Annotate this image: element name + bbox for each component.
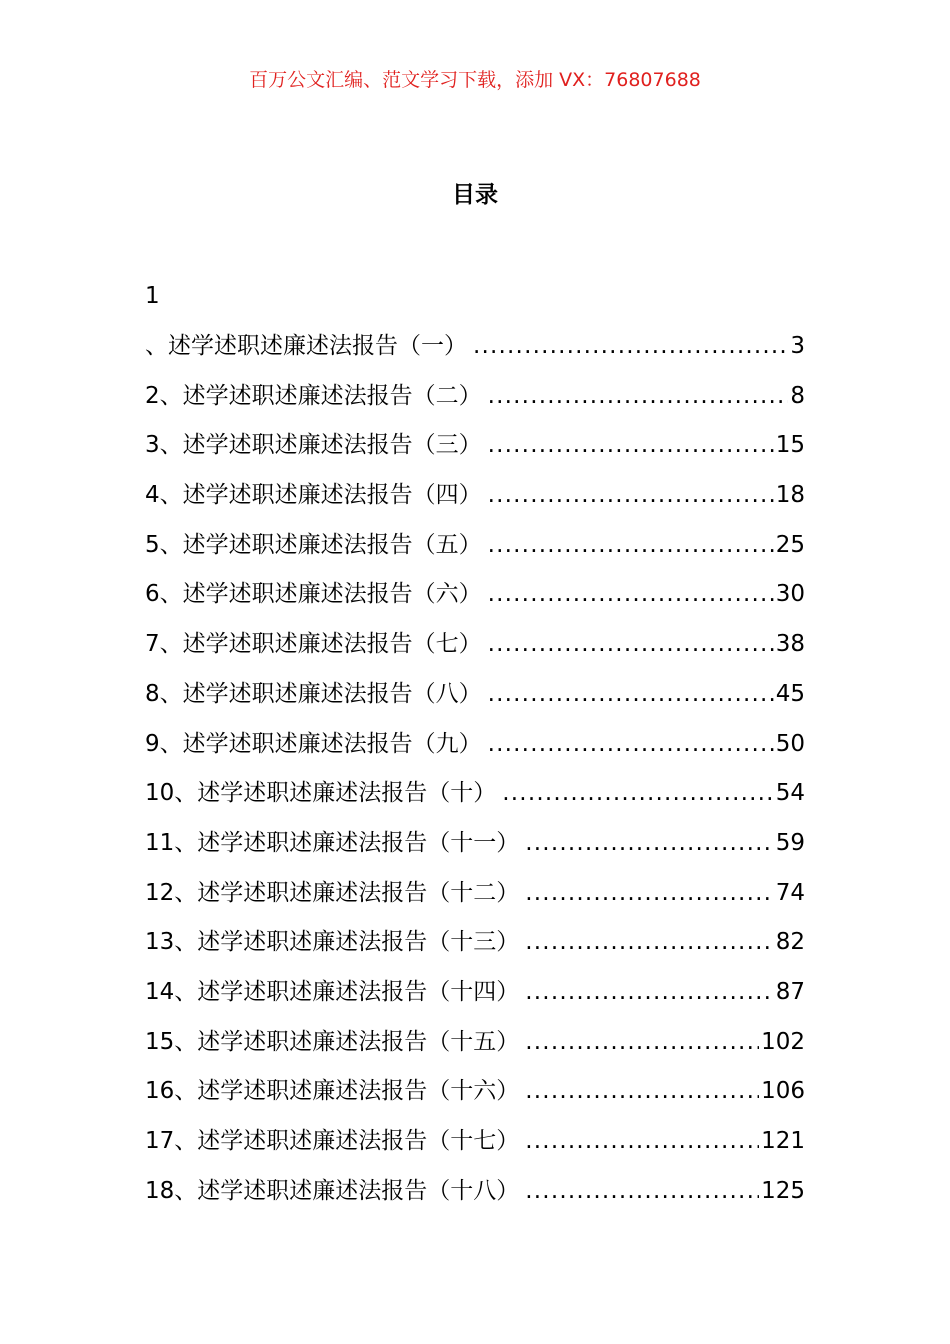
toc-entry-label: 10、述学述职述廉述法报告（十） bbox=[145, 780, 497, 807]
toc-entry-page: 87 bbox=[775, 978, 805, 1005]
toc-entry-label: 11、述学述职述廉述法报告（十一） bbox=[145, 829, 520, 856]
toc-entry-page: 8 bbox=[790, 382, 805, 409]
toc-entry[interactable] bbox=[145, 876, 805, 926]
toc-entry-label: 16、述学述职述廉述法报告（十六） bbox=[145, 1078, 520, 1105]
dot-leader bbox=[525, 1074, 759, 1108]
toc-entry[interactable] bbox=[145, 528, 805, 578]
dot-leader bbox=[488, 528, 774, 562]
toc-entry-page: 38 bbox=[775, 631, 805, 658]
dot-leader bbox=[488, 478, 774, 512]
toc-entry[interactable] bbox=[145, 1025, 805, 1075]
promo-header: 百万公文汇编、范文学习下载，添加 VX：76807688 bbox=[249, 69, 701, 91]
toc-entry-label: 9、述学述职述廉述法报告（九） bbox=[145, 730, 482, 757]
toc-entry-label: 12、述学述职述廉述法报告（十二） bbox=[145, 879, 520, 906]
toc-entry-label: 14、述学述职述廉述法报告（十四） bbox=[145, 978, 520, 1005]
dot-leader bbox=[525, 826, 773, 860]
toc-entry[interactable] bbox=[145, 627, 805, 677]
dot-leader bbox=[488, 577, 774, 611]
toc-entry-label: 18、述学述职述廉述法报告（十八） bbox=[145, 1177, 520, 1204]
toc-entry-page: 54 bbox=[775, 780, 805, 807]
toc-entry[interactable] bbox=[145, 1074, 805, 1124]
toc-entry[interactable] bbox=[145, 677, 805, 727]
dot-leader bbox=[502, 776, 773, 810]
toc-entry[interactable] bbox=[145, 925, 805, 975]
dot-leader bbox=[525, 876, 773, 910]
toc-entry-label: 、述学述职述廉述法报告（一） bbox=[145, 333, 467, 359]
toc-entry-label: 8、述学述职述廉述法报告（八） bbox=[145, 680, 482, 707]
toc-entry[interactable] bbox=[145, 776, 805, 826]
toc-entry-page: 102 bbox=[761, 1028, 805, 1055]
toc-entry-label: 15、述学述职述廉述法报告（十五） bbox=[145, 1028, 520, 1055]
toc-entry[interactable] bbox=[145, 826, 805, 876]
toc-entry-page: 30 bbox=[775, 581, 805, 608]
toc-entry-label: 2、述学述职述廉述法报告（二） bbox=[145, 382, 482, 409]
toc-entry-label: 3、述学述职述廉述法报告（三） bbox=[145, 432, 482, 459]
dot-leader bbox=[473, 329, 788, 363]
toc-entry-page: 45 bbox=[775, 680, 805, 707]
toc-entry[interactable] bbox=[145, 975, 805, 1025]
toc-entry[interactable] bbox=[145, 727, 805, 777]
dot-leader bbox=[525, 975, 773, 1009]
dot-leader bbox=[488, 627, 774, 661]
dot-leader bbox=[525, 1174, 759, 1208]
toc-entry[interactable] bbox=[145, 1124, 805, 1174]
toc-entry-page: 121 bbox=[761, 1128, 805, 1154]
toc-entry-page: 50 bbox=[775, 730, 805, 757]
toc-lead-number: 1 bbox=[145, 283, 160, 309]
toc-entry-page: 15 bbox=[775, 432, 805, 459]
toc-entry-page: 25 bbox=[775, 531, 805, 558]
dot-leader bbox=[488, 727, 774, 761]
toc-entry[interactable] bbox=[145, 1174, 805, 1224]
dot-leader bbox=[488, 677, 774, 711]
toc-entry-label: 7、述学述职述廉述法报告（七） bbox=[145, 631, 482, 658]
toc-entry-label: 4、述学述职述廉述法报告（四） bbox=[145, 482, 482, 509]
toc-entry[interactable] bbox=[145, 329, 805, 379]
toc-entry-page: 18 bbox=[775, 482, 805, 509]
toc-entry[interactable] bbox=[145, 478, 805, 528]
dot-leader bbox=[525, 925, 773, 959]
toc-entry[interactable] bbox=[145, 428, 805, 478]
dot-leader bbox=[488, 428, 774, 462]
toc-entry-label: 13、述学述职述廉述法报告（十三） bbox=[145, 929, 520, 956]
dot-leader bbox=[525, 1025, 759, 1059]
toc-entry-page: 59 bbox=[775, 829, 805, 856]
toc-entry-page: 74 bbox=[775, 879, 805, 906]
toc-entry[interactable] bbox=[145, 577, 805, 627]
dot-leader bbox=[488, 379, 789, 413]
table-of-contents bbox=[145, 279, 805, 1223]
toc-entry[interactable] bbox=[145, 379, 805, 429]
toc-entry-page: 125 bbox=[761, 1177, 805, 1204]
toc-entry-page: 82 bbox=[775, 929, 805, 956]
toc-entry-page: 106 bbox=[761, 1078, 805, 1105]
toc-entry-label: 17、述学述职述廉述法报告（十七） bbox=[145, 1128, 520, 1154]
toc-entry-page: 3 bbox=[790, 333, 805, 359]
toc-entry-label: 5、述学述职述廉述法报告（五） bbox=[145, 531, 482, 558]
page-title: 目录 bbox=[452, 182, 498, 208]
toc-entry-label: 6、述学述职述廉述法报告（六） bbox=[145, 581, 482, 608]
dot-leader bbox=[525, 1124, 759, 1158]
